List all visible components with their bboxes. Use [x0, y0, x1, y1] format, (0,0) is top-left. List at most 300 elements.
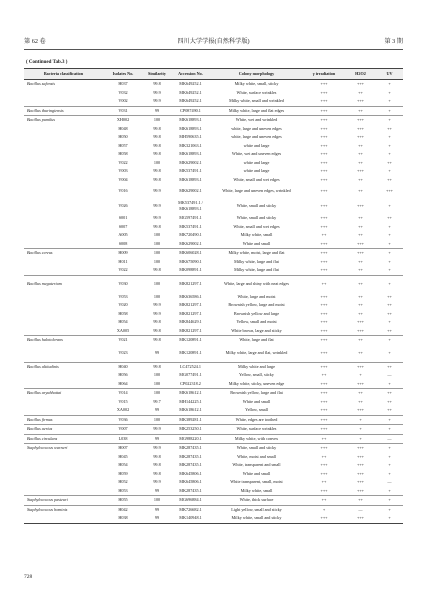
similarity-cell: 100 [143, 415, 171, 425]
species-cell: Bacillus cereus [24, 249, 103, 258]
isolate-cell: XA005 [116, 327, 130, 333]
similarity-cell: 99 [154, 350, 160, 356]
colony-cell: Milky white, small [240, 487, 273, 493]
species-cell [24, 406, 103, 415]
accession-cell: MK629002.1 [179, 187, 202, 193]
gamma-cell: +++ [303, 106, 345, 116]
species-cell [24, 470, 103, 479]
accession-cell: MG696884.1 [171, 496, 210, 506]
isolate-cell: H042 [103, 505, 143, 514]
gamma-cell: +++ [320, 223, 328, 229]
h2o2-cell: ++ [345, 496, 376, 506]
similarity-cell: 99 [143, 505, 171, 514]
gamma-cell: ++ [303, 496, 345, 506]
uv-cell: +++ [385, 187, 394, 193]
uv-cell: + [376, 425, 403, 435]
h2o2-cell: +++ [345, 444, 376, 453]
colony-cell: White, large and moist [237, 293, 276, 299]
species-cell [24, 327, 103, 336]
table-row [24, 371, 403, 380]
col-header-uv: UV [376, 69, 403, 80]
h2o2-cell: ++ [358, 187, 363, 193]
colony-cell: Milky white and large [210, 362, 303, 371]
accession-cell: MK389281.1 [171, 415, 210, 425]
gamma-cell: +++ [320, 159, 328, 165]
h2o2-cell: +++ [356, 125, 365, 131]
uv-cell: ++ [387, 125, 392, 131]
h2o2-cell: ++ [358, 310, 363, 316]
h2o2-cell: + [359, 372, 362, 378]
accession-cell: MK675090.1 [179, 258, 202, 264]
similarity-cell: 99.8 [153, 223, 161, 229]
isolate-cell: V016 [118, 187, 128, 193]
col-header-isolate: Isolates No. [103, 69, 143, 80]
accession-cell: MK618612.1 [179, 407, 202, 413]
table-row [24, 318, 403, 327]
gamma-cell: +++ [320, 176, 328, 182]
similarity-cell: 99.9 [153, 187, 161, 193]
colony-cell: Milky white, large and flat edges [210, 106, 303, 116]
accession-cell: MK645806.1 [179, 479, 202, 485]
colony-cell: Milky white, large and flat, wrinkled [225, 350, 288, 356]
uv-cell: ++ [376, 389, 403, 398]
gamma-cell: +++ [320, 134, 328, 140]
uv-cell: + [376, 496, 403, 506]
species-cell [24, 159, 103, 168]
isolate-cell: V022 [118, 159, 128, 165]
h2o2-cell: + [345, 425, 376, 435]
uv-cell: + [388, 232, 391, 238]
isolate-cell: V031 [103, 106, 143, 116]
colony-cell: Milky white, moist, large and flat [210, 249, 303, 258]
h2o2-cell: ++ [358, 151, 363, 157]
colony-cell: White, large and flat [210, 336, 303, 345]
gamma-cell: +++ [303, 362, 345, 371]
uv-cell: + [376, 505, 403, 514]
colony-cell: Milky white, small, sticky [234, 81, 279, 87]
accession-cell: MK618612.1 [171, 389, 210, 398]
accession-cell: MK821297.1 [179, 327, 202, 333]
accession-cell: MK649252.1 [179, 89, 202, 95]
isolate-cell: H064 [118, 380, 128, 386]
table-row [24, 231, 403, 240]
colony-cell: White brown, large and sticky [231, 327, 282, 333]
species-cell: Staphylococcus pasteuri [24, 496, 103, 506]
accession-cell: MK726682.1 [171, 505, 210, 514]
table-row [24, 362, 403, 371]
gamma-cell: +++ [320, 319, 328, 325]
table-row [24, 389, 403, 398]
colony-cell: White, small and wet edges [233, 176, 280, 182]
table-row [24, 406, 403, 415]
similarity-cell: 100 [143, 389, 171, 398]
isolate-cell: V020 [118, 302, 128, 308]
h2o2-cell: +++ [356, 202, 365, 208]
uv-cell: + [388, 380, 391, 386]
h2o2-cell: ++ [345, 275, 376, 293]
isolate-cell: H052 [118, 479, 128, 485]
species-cell [24, 150, 103, 159]
table-row [24, 125, 403, 134]
colony-cell: White and small [242, 470, 271, 476]
species-cell [24, 214, 103, 223]
table-row [24, 275, 403, 293]
table-row [24, 470, 403, 479]
colony-cell: white and large [243, 159, 270, 165]
colony-cell: white, large and uneven edges [231, 125, 282, 131]
similarity-cell: 99.8 [153, 151, 161, 157]
col-header-gamma: γ irradiation [303, 69, 345, 80]
colony-cell: Brownish yellow, large and flat [210, 389, 303, 398]
similarity-cell: 99.8 [153, 142, 161, 148]
h2o2-cell: +++ [356, 380, 365, 386]
similarity-cell: 99 [143, 514, 171, 523]
accession-cell: MK645806.1 [179, 470, 202, 476]
table-row [24, 106, 403, 116]
isolate-cell: V032 [118, 89, 128, 95]
isolate-cell: V004 [118, 176, 128, 182]
accession-cell: MH144225.1 [179, 398, 202, 404]
similarity-cell: 99.8 [153, 125, 161, 131]
h2o2-cell: +++ [345, 116, 376, 125]
isolate-cell: A005 [118, 232, 128, 238]
gamma-cell: +++ [303, 425, 345, 435]
accession-cell: CP022318.2 [180, 380, 201, 386]
colony-cell: White, wet and uneven edges [231, 151, 282, 157]
species-cell: Bacillus aryabhattai [24, 389, 103, 398]
uv-cell: ++ [376, 362, 403, 371]
isolate-cell: H053 [118, 487, 128, 493]
accession-cell: MK821297.1 [179, 302, 202, 308]
gamma-cell: ++ [321, 453, 327, 459]
accession-cell: MG597491.1 [179, 215, 202, 221]
isolate-cell: H059 [118, 470, 128, 476]
h2o2-cell: ++ [358, 258, 363, 264]
accession-cell: MK618893.1 [179, 125, 202, 131]
species-cell: Bacillus circulans [24, 434, 103, 444]
table-row [24, 478, 403, 487]
accession-cell: MK537491.1 / MK618893.1 [178, 199, 203, 211]
issue-label: 第 3 期 [384, 38, 403, 45]
uv-cell: ++ [387, 302, 392, 308]
h2o2-cell: +++ [345, 249, 376, 258]
species-cell [24, 142, 103, 151]
colony-cell: White, edges are toothed [210, 415, 303, 425]
species-cell [24, 293, 103, 302]
gamma-cell: +++ [320, 215, 328, 221]
h2o2-cell: +++ [356, 470, 365, 476]
h2o2-cell: ++ [358, 293, 363, 299]
similarity-cell: 100 [153, 258, 161, 264]
gamma-cell: +++ [320, 187, 328, 193]
colony-cell: Milky white, with convex [210, 434, 303, 444]
similarity-cell: 100 [153, 159, 161, 165]
similarity-cell: 99 [154, 487, 160, 493]
species-cell [24, 345, 103, 363]
gamma-cell: +++ [320, 487, 328, 493]
gamma-cell: +++ [320, 125, 328, 131]
colony-cell: White, wet and wrinkled [210, 116, 303, 125]
isolate-cell: H050 [118, 134, 128, 140]
colony-cell: Brownish yellow, large and moist [228, 302, 285, 308]
accession-cell: MK287435.1 [179, 487, 202, 493]
table-row [24, 487, 403, 496]
table-row [24, 249, 403, 258]
species-cell [24, 478, 103, 487]
table-row [24, 434, 403, 444]
colony-cell: White, small and sticky [236, 215, 277, 221]
h2o2-cell: ++ [358, 159, 363, 165]
header-rule [24, 49, 403, 50]
similarity-cell: 99.9 [143, 444, 171, 453]
accession-cell: MK720490.1 [179, 232, 202, 238]
h2o2-cell: +++ [356, 81, 365, 87]
volume-label: 第 62 卷 [24, 38, 46, 45]
uv-cell: ++ [387, 398, 392, 404]
gamma-cell: +++ [303, 514, 345, 523]
uv-cell: + [388, 89, 391, 95]
similarity-cell: 99.7 [153, 398, 161, 404]
uv-cell: ++ [387, 159, 392, 165]
species-cell [24, 514, 103, 523]
h2o2-cell: ++ [358, 89, 363, 95]
h2o2-cell: ++ [358, 398, 363, 404]
gamma-cell: +++ [320, 310, 328, 316]
uv-cell: — [376, 434, 403, 444]
similarity-cell: 100 [153, 240, 161, 246]
uv-cell: + [376, 106, 403, 116]
isolate-cell: S001 [118, 215, 128, 221]
uv-cell: + [388, 319, 391, 325]
colony-cell: White, large and uneven edges, wrinkled [222, 187, 291, 193]
isolate-cell: S007 [118, 223, 128, 229]
isolate-cell: V002 [118, 98, 128, 104]
accession-cell: MK140948.1 [171, 514, 210, 523]
gamma-cell: +++ [320, 98, 328, 104]
table-row [24, 133, 403, 142]
isolate-cell: H048 [118, 125, 128, 131]
gamma-cell: +++ [303, 415, 345, 425]
similarity-cell: 100 [143, 496, 171, 506]
accession-cell: MH590635.1 [179, 134, 202, 140]
similarity-cell: 99.9 [153, 202, 161, 208]
gamma-cell: +++ [303, 249, 345, 258]
similarity-cell: 99 [154, 407, 160, 413]
table-row [24, 336, 403, 345]
accession-cell: MK287435.1 [179, 453, 202, 459]
species-cell: Bacillus aerius [24, 425, 103, 435]
gamma-cell: +++ [303, 389, 345, 398]
colony-cell: Yellow, small and moist [236, 319, 277, 325]
similarity-cell: 99.8 [153, 453, 161, 459]
species-cell [24, 371, 103, 380]
accession-cell: MK287435.1 [171, 444, 210, 453]
gamma-cell: +++ [303, 116, 345, 125]
h2o2-cell: ++ [358, 350, 363, 356]
page-number: 728 [24, 574, 33, 580]
gamma-cell: +++ [320, 258, 328, 264]
gamma-cell: ++ [321, 372, 327, 378]
uv-cell: + [376, 275, 403, 293]
isolate-cell: H038 [103, 514, 143, 523]
gamma-cell: +++ [320, 302, 328, 308]
species-cell: Staphylococcus warneri [24, 444, 103, 453]
isolate-cell: V030 [103, 275, 143, 293]
table-row [24, 116, 403, 125]
species-cell: Staphylococcus hominis [24, 505, 103, 514]
species-cell [24, 318, 103, 327]
table-row [24, 223, 403, 232]
gamma-cell: +++ [320, 350, 328, 356]
isolate-cell: V022 [118, 267, 128, 273]
accession-cell: MK618893.1 [171, 116, 210, 125]
species-cell [24, 398, 103, 407]
gamma-cell: +++ [320, 398, 328, 404]
isolate-cell: S008 [118, 240, 128, 246]
similarity-cell: 99.8 [153, 319, 161, 325]
uv-cell: + [388, 134, 391, 140]
species-cell [24, 167, 103, 176]
isolate-cell: V023 [118, 350, 128, 356]
species-cell: Bacillus thuringiensis [24, 106, 103, 116]
gamma-cell: ++ [303, 434, 345, 444]
table-row [24, 240, 403, 249]
isolate-cell: V014 [103, 389, 143, 398]
gamma-cell: +++ [320, 89, 328, 95]
accession-cell: LC472524.1 [171, 362, 210, 371]
similarity-cell: 99.8 [153, 176, 161, 182]
species-cell [24, 310, 103, 319]
colony-cell: white and large [243, 142, 270, 148]
gamma-cell: + [303, 505, 345, 514]
colony-cell: Yellow, small [245, 407, 268, 413]
table-row [24, 266, 403, 275]
journal-title: 四川大学学报(自然科学版) [177, 38, 250, 45]
accession-cell: MK253250.1 [171, 425, 210, 435]
species-cell [24, 133, 103, 142]
gamma-cell: +++ [320, 327, 328, 333]
species-cell [24, 266, 103, 275]
gamma-cell: +++ [320, 470, 328, 476]
species-cell: Bacillus firmus [24, 415, 103, 425]
isolate-cell: V053 [118, 293, 128, 299]
h2o2-cell: ++ [345, 106, 376, 116]
uv-cell: — [387, 479, 392, 485]
table-caption: ( Continued Tab.3 ) [26, 60, 68, 65]
species-cell [24, 197, 103, 214]
gamma-cell: +++ [320, 81, 328, 87]
isolate-cell: XH002 [103, 116, 143, 125]
gamma-cell: +++ [320, 267, 328, 273]
accession-cell: MK629002.1 [179, 240, 202, 246]
uv-cell: + [388, 462, 391, 468]
similarity-cell: 99.9 [153, 98, 161, 104]
h2o2-cell: — [345, 505, 376, 514]
species-cell: Bacillus megaterium [24, 275, 103, 293]
uv-cell: + [376, 415, 403, 425]
species-cell [24, 301, 103, 310]
gamma-cell: +++ [320, 142, 328, 148]
isolate-cell: V021 [103, 336, 143, 345]
isolate-cell: L038 [103, 434, 143, 444]
uv-cell: + [388, 151, 391, 157]
table-body [24, 80, 403, 524]
similarity-cell: 99.8 [143, 362, 171, 371]
gamma-cell: +++ [320, 202, 328, 208]
h2o2-cell: +++ [345, 362, 376, 371]
similarity-cell: 100 [143, 116, 171, 125]
similarity-cell: 99.9 [153, 302, 161, 308]
h2o2-cell: +++ [356, 168, 365, 174]
isolate-cell: V007 [103, 425, 143, 435]
similarity-cell: 99.8 [153, 81, 161, 87]
accession-cell: MK537491.1 [179, 168, 202, 174]
uv-cell: + [388, 168, 391, 174]
table-row [24, 453, 403, 462]
isolate-cell: H056 [118, 372, 128, 378]
species-cell [24, 487, 103, 496]
isolate-cell: V015 [118, 398, 128, 404]
species-cell [24, 258, 103, 267]
accession-cell: MK821297.1 [171, 275, 210, 293]
col-header-colony: Colony morphology [210, 69, 303, 80]
uv-cell: + [388, 453, 391, 459]
isolate-cell: H058 [118, 151, 128, 157]
uv-cell: ++ [387, 293, 392, 299]
table-row [24, 496, 403, 506]
h2o2-cell: +++ [356, 487, 365, 493]
table-row [24, 327, 403, 336]
similarity-cell: 99.8 [153, 470, 161, 476]
uv-cell: + [388, 223, 391, 229]
similarity-cell: 99.9 [153, 89, 161, 95]
colony-cell: white, large and uneven edges [231, 134, 282, 140]
colony-cell: Milky white, large and flat [234, 258, 279, 264]
h2o2-cell: +++ [356, 453, 365, 459]
h2o2-cell: ++ [358, 302, 363, 308]
accession-cell: MK606028.1 [171, 249, 210, 258]
uv-cell: ++ [387, 215, 392, 221]
gamma-cell: +++ [303, 444, 345, 453]
colony-cell: White, moist and small [237, 453, 276, 459]
gamma-cell: +++ [320, 168, 328, 174]
uv-cell: ++ [387, 310, 392, 316]
running-header [24, 36, 403, 48]
colony-cell: White and small [242, 398, 271, 404]
accession-cell: MK649252.1 [179, 98, 202, 104]
isolate-cell: H055 [103, 496, 143, 506]
species-cell [24, 125, 103, 134]
table-row [24, 425, 403, 435]
uv-cell: + [388, 98, 391, 104]
uv-cell: + [388, 487, 391, 493]
colony-cell: White and small [242, 240, 271, 246]
table-row [24, 444, 403, 453]
col-header-classification: Bacteria classification [24, 69, 103, 80]
accession-cell: MK120891.1 [171, 336, 210, 345]
isolate-cell: H045 [118, 453, 128, 459]
similarity-cell: 100 [143, 249, 171, 258]
gamma-cell: +++ [320, 240, 328, 246]
gamma-cell: +++ [320, 293, 328, 299]
isolate-cell: H009 [103, 249, 143, 258]
uv-cell: + [388, 267, 391, 273]
similarity-cell: 100 [153, 380, 161, 386]
table-row [24, 310, 403, 319]
table-row [24, 176, 403, 185]
isolate-cell: H011 [118, 258, 128, 264]
accession-cell: MK321063.1 [179, 142, 202, 148]
